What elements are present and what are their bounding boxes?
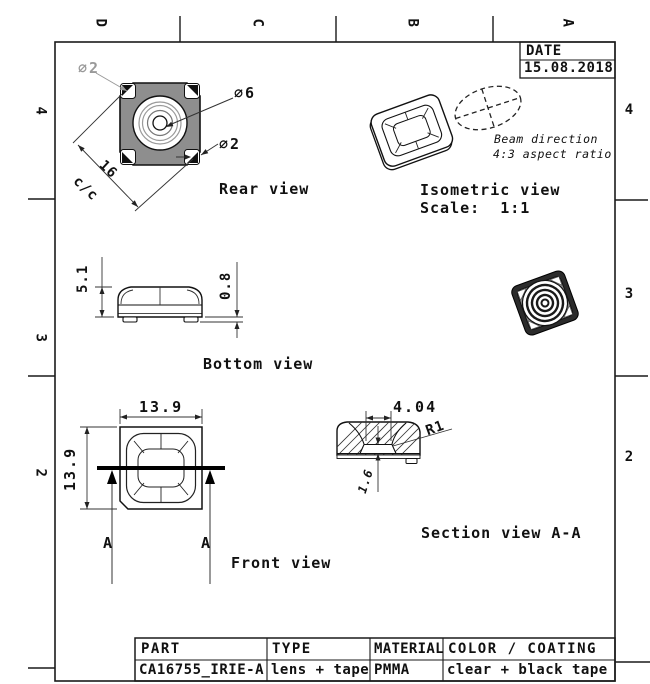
rear-dim-cc: c/c	[69, 173, 102, 205]
zone-number-left-4: 4	[32, 106, 49, 115]
section-marker-left: A	[103, 534, 114, 552]
zone-letter-b: B	[404, 18, 421, 27]
rear-dim-diagonal: 16	[95, 157, 121, 182]
beam-note-line1: Beam direction	[494, 132, 598, 146]
section-marker-right: A	[201, 534, 212, 552]
front-view-title: Front view	[231, 554, 332, 572]
isometric-view-title: Isometric view	[420, 181, 561, 199]
title-block-value-part: CA16755_IRIE-A	[139, 662, 265, 678]
section-view-title: Section view A-A	[421, 524, 582, 542]
front-dim-width: 13.9	[139, 398, 184, 416]
bottom-dim-height: 5.1	[75, 264, 91, 293]
date-label: DATE	[526, 43, 562, 59]
rear-dim-hole-top: ⌀2	[78, 59, 101, 77]
isometric-view-scale: Scale: 1:1	[420, 199, 531, 217]
title-block-header-color-coating: COLOR / COATING	[448, 641, 597, 657]
zone-number-left-3: 3	[32, 333, 49, 342]
beam-note-line2: 4:3 aspect ratio	[493, 147, 612, 161]
front-view-drawing	[80, 409, 225, 584]
title-block-header-type: TYPE	[272, 641, 312, 657]
zone-number-right-4: 4	[624, 102, 634, 118]
beam-direction-ellipse	[449, 78, 526, 137]
zone-letter-a: A	[559, 18, 576, 27]
bottom-dim-standoff: 0.8	[218, 271, 234, 300]
title-block-header-part: PART	[141, 641, 181, 657]
rear-view-title: Rear view	[219, 180, 310, 198]
title-block-value-type: lens + tape	[271, 662, 370, 678]
front-dim-height: 13.9	[61, 446, 79, 491]
section-dim-radius: R1	[423, 417, 447, 440]
title-block-value-color-coating: clear + black tape	[447, 662, 608, 678]
rear-isometric-drawing	[510, 269, 580, 337]
zone-letter-d: D	[92, 18, 109, 27]
rear-dim-lens: ⌀6	[234, 84, 257, 102]
zone-number-left-2: 2	[32, 468, 49, 477]
bottom-view-title: Bottom view	[203, 355, 314, 373]
zone-letter-c: C	[249, 18, 266, 27]
zone-number-right-3: 3	[624, 286, 634, 302]
section-dim-center-thickness: 1.6	[355, 467, 376, 496]
title-block-header-material: MATERIAL	[374, 641, 444, 657]
rear-dim-hole-bottom: ⌀2	[219, 135, 242, 153]
section-dim-flat: 4.04	[393, 398, 438, 416]
date-value: 15.08.2018	[524, 60, 614, 76]
title-block-value-material: PMMA	[374, 662, 410, 678]
zone-number-right-2: 2	[624, 449, 634, 465]
